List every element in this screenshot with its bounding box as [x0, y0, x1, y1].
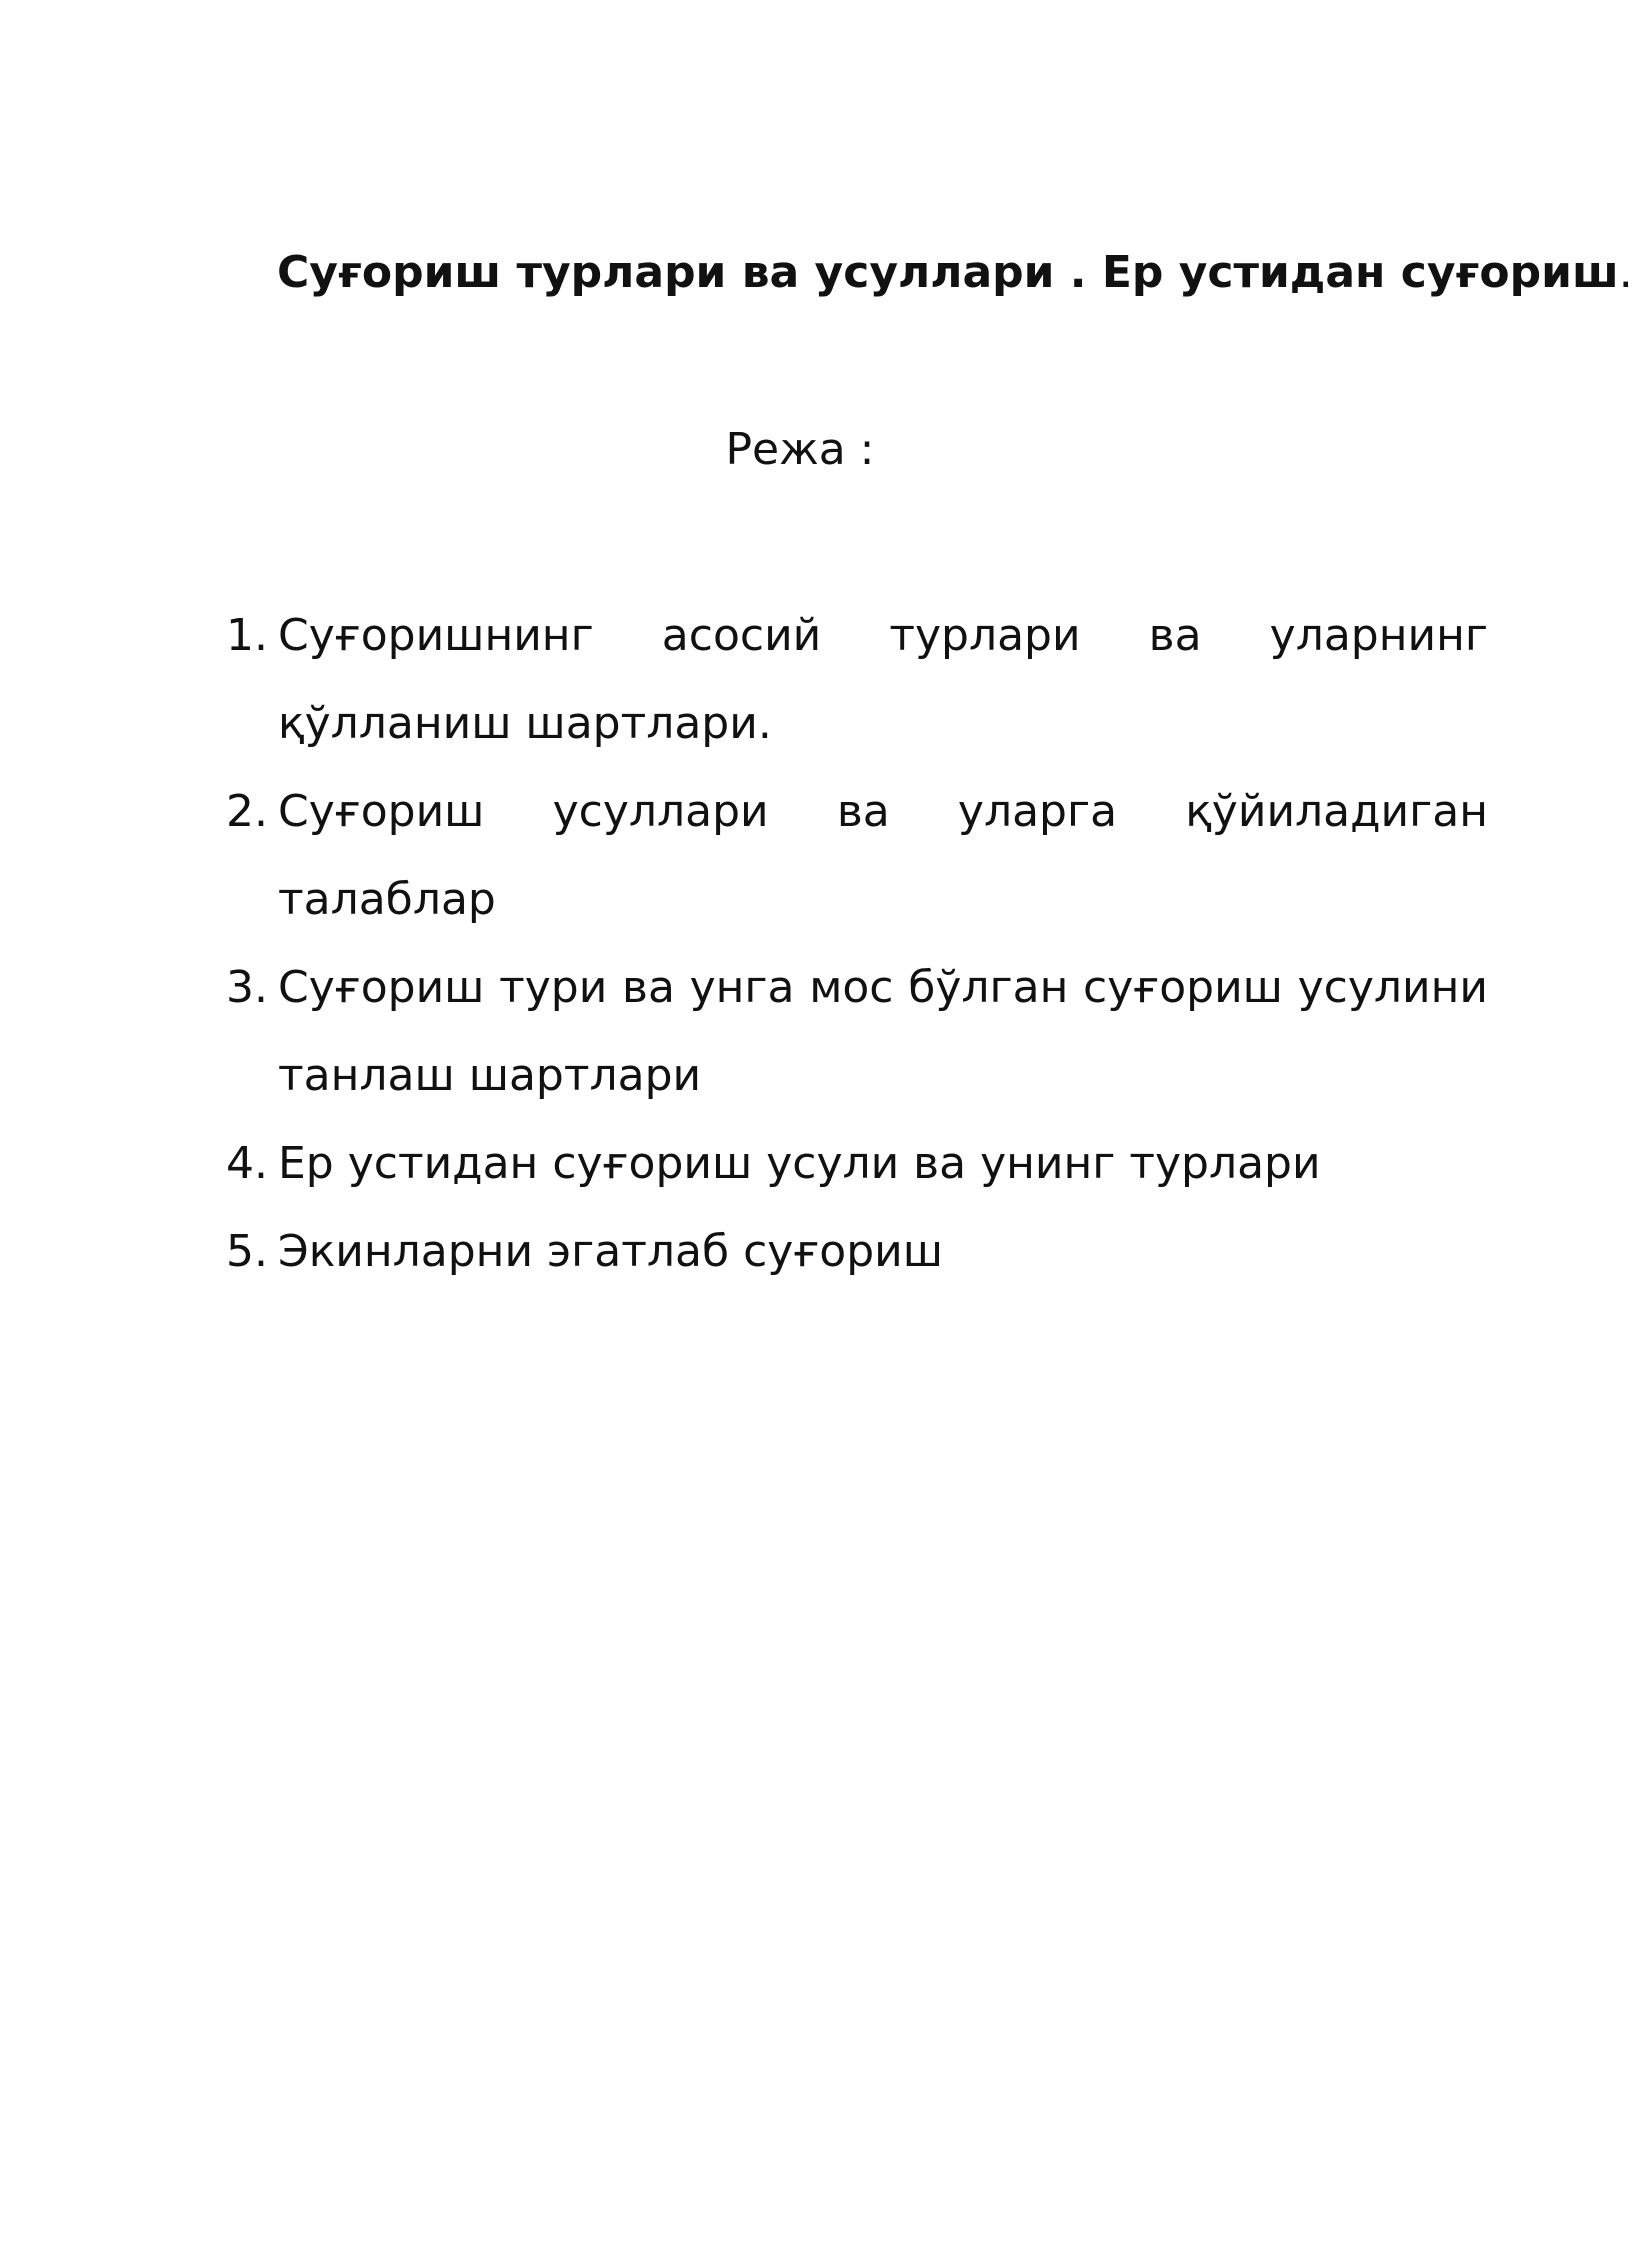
plan-item-text: Суғориш тури ва унга мос бўлган суғориш усулини танлаш шартлари — [278, 962, 1488, 1101]
plan-item — [226, 1120, 1488, 1208]
plan-item-number: 2. — [226, 786, 268, 837]
document-title-main: Суғориш турлари ва усуллари . Ер устидан суғориш — [277, 247, 1619, 298]
plan-item-text: Ер устидан суғориш усули ва унинг турлари — [278, 1138, 1321, 1189]
document-title-end: . — [1618, 247, 1633, 298]
plan-item-text: Экинларни эгатлаб суғориш — [278, 1226, 944, 1277]
plan-item-text: Суғоришнинг асосий турлари ва уларнинг қўлланиш шартлари. — [278, 610, 1488, 749]
plan-heading-text: Режа : — [725, 424, 875, 475]
plan-heading — [0, 418, 1600, 482]
plan-item-number: 1. — [226, 610, 268, 661]
plan-item-number: 3. — [226, 962, 268, 1013]
plan-item-number: 4. — [226, 1138, 268, 1189]
plan-item — [226, 1208, 1488, 1296]
plan-item-number: 5. — [226, 1226, 268, 1277]
document-title — [277, 241, 1633, 305]
plan-item-text: Суғориш усуллари ва уларга қўйиладиган талаблар — [278, 786, 1488, 925]
plan-list — [226, 592, 1488, 1296]
plan-item — [226, 768, 1488, 944]
plan-item — [226, 944, 1488, 1120]
plan-item — [226, 592, 1488, 768]
